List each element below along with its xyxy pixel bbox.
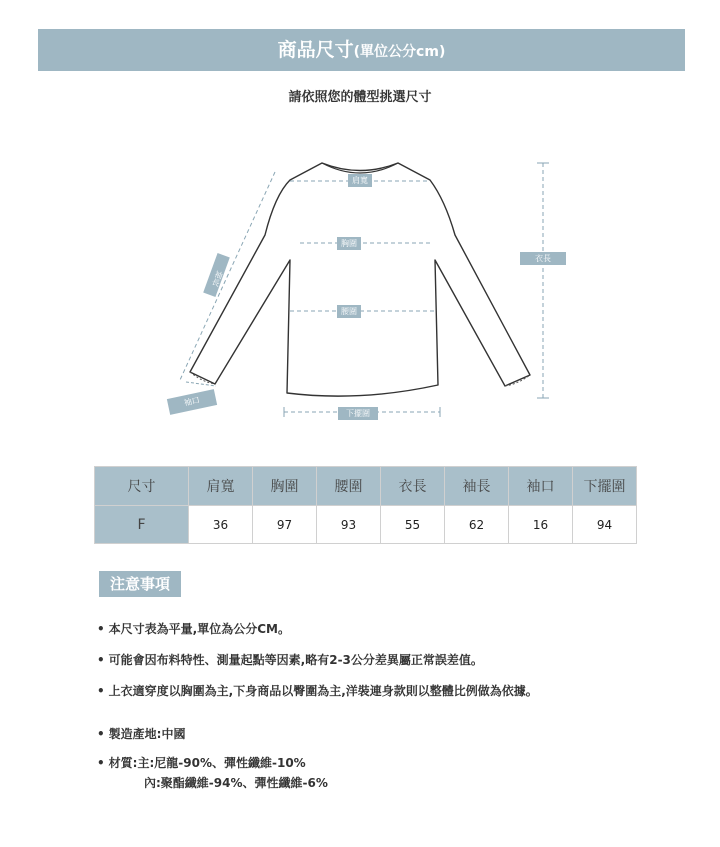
table-header-cell: 袖長 — [445, 467, 509, 506]
shoulder-label: 肩寬 — [348, 174, 372, 187]
material-main: 主:尼龍-90%、彈性纖維-10% — [137, 756, 306, 770]
size-subtitle: 請依照您的體型挑選尺寸 — [288, 90, 432, 105]
notice-bullet-text: 上衣適穿度以胸圍為主,下身商品以臀圍為主,洋裝連身款則以整體比例做為依據。 — [108, 684, 538, 698]
table-cell-size: F — [95, 506, 189, 544]
notice-bullet — [97, 651, 483, 668]
origin-text: 製造產地:中國 — [108, 727, 186, 741]
table-header-cell: 衣長 — [381, 467, 445, 506]
size-header-unit: (單位公分cm) — [353, 44, 446, 60]
table-header-cell: 胸圍 — [253, 467, 317, 506]
table-cell: 16 — [509, 506, 573, 544]
cuff-label: 袖口 — [167, 389, 217, 415]
table-header-cell: 腰圍 — [317, 467, 381, 506]
sleeve-label: 袖長 — [203, 253, 230, 297]
notice-bullet-text: 本尺寸表為平量,單位為公分CM。 — [108, 622, 290, 636]
hem-label: 下擺圍 — [338, 407, 378, 420]
bullet-icon: • — [97, 653, 105, 667]
material-line — [97, 754, 306, 771]
chest-label: 胸圍 — [337, 237, 361, 250]
bullet-icon: • — [97, 622, 105, 636]
table-header-cell: 袖口 — [509, 467, 573, 506]
size-table-header-row — [95, 467, 637, 506]
waist-label: 腰圍 — [337, 305, 361, 318]
size-header-title: 商品尺寸 — [277, 39, 354, 61]
table-cell: 97 — [253, 506, 317, 544]
table-header-cell: 尺寸 — [95, 467, 189, 506]
bullet-icon: • — [97, 727, 105, 741]
bullet-icon: • — [97, 684, 105, 698]
table-cell: 94 — [573, 506, 637, 544]
table-cell: 62 — [445, 506, 509, 544]
notice-title: 注意事項 — [99, 571, 181, 597]
size-table — [94, 466, 637, 544]
notice-bullet — [97, 682, 538, 699]
notice-bullet-text: 可能會因布料特性、測量起點等因素,略有2-3公分差異屬正常誤差值。 — [108, 653, 483, 667]
material-lining: 內:聚酯纖維-94%、彈性纖維-6% — [144, 776, 328, 790]
origin-line — [97, 725, 185, 742]
size-header-banner — [38, 29, 685, 71]
material-label: 材質: — [108, 756, 138, 770]
notice-bullet — [97, 620, 290, 637]
table-cell: 36 — [189, 506, 253, 544]
table-cell: 93 — [317, 506, 381, 544]
table-header-cell: 肩寬 — [189, 467, 253, 506]
length-label: 衣長 — [520, 252, 566, 265]
garment-diagram — [150, 150, 570, 430]
bullet-icon: • — [97, 756, 105, 770]
table-row — [95, 506, 637, 544]
table-header-cell: 下擺圍 — [573, 467, 637, 506]
table-cell: 55 — [381, 506, 445, 544]
